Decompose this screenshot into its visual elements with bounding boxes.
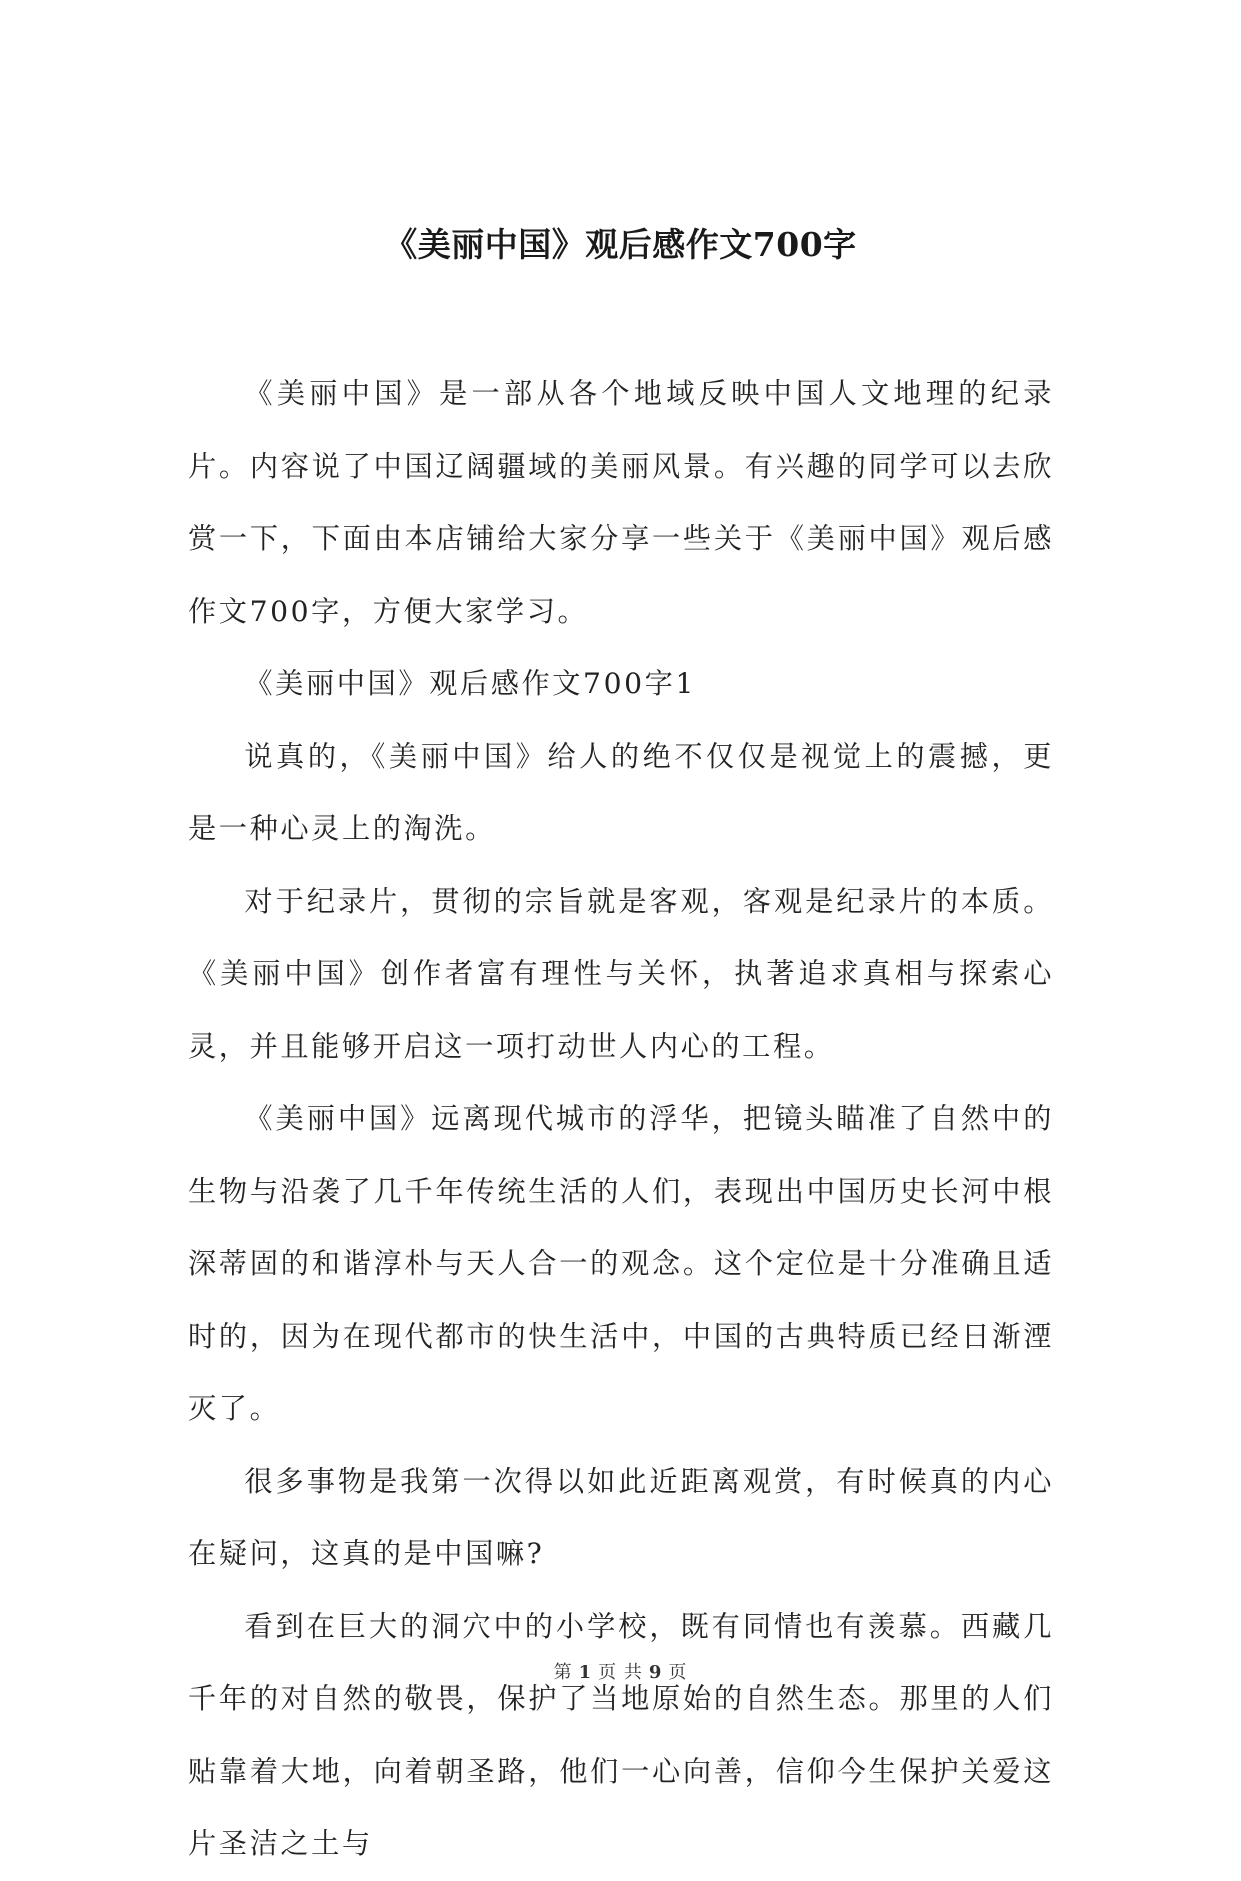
paragraph: 《美丽中国》远离现代城市的浮华，把镜头瞄准了自然中的生物与沿袭了几千年传统生活的人们，表现出中国历史长河中根深蒂固的和谐淳朴与天人合一的观念。这个定位是十分准确且适时的，因为在现代都市的快生活中，中国的古典特质已经日渐湮灭了。 (188, 1102, 1054, 1425)
page-prefix: 第 (553, 1662, 573, 1683)
paragraph-intro: 《美丽中国》是一部从各个地域反映中国人文地理的纪录片。内容说了中国辽阔疆域的美丽风景。有兴趣的同学可以去欣赏一下，下面由本店铺给大家分享一些关于《美丽中国》观后感作文700字，方便大家学习。 (188, 377, 1054, 628)
page-suffix: 页 (668, 1662, 688, 1683)
page-mid: 页 共 (598, 1662, 643, 1683)
paragraph: 看到在巨大的洞穴中的小学校，既有同情也有羡慕。西藏几千年的对自然的敬畏，保护了当地原始的自然生态。那里的人们贴靠着大地，向着朝圣路，他们一心向善，信仰今生保护关爱这片圣洁之土与 (188, 1609, 1054, 1860)
paragraph: 对于纪录片，贯彻的宗旨就是客观，客观是纪录片的本质。《美丽中国》创作者富有理性与关怀，执著追求真相与探索心灵，并且能够开启这一项打动世人内心的工程。 (188, 884, 1054, 1063)
page-total: 9 (648, 1662, 663, 1683)
paragraph-section-heading: 《美丽中国》观后感作文700字1 (244, 667, 696, 700)
document-title: 《美丽中国》观后感作文700字 (384, 225, 857, 264)
paragraph: 说真的，《美丽中国》给人的绝不仅仅是视觉上的震撼，更是一种心灵上的淘洗。 (188, 739, 1054, 845)
paragraph: 很多事物是我第一次得以如此近距离观赏，有时候真的内心在疑问，这真的是中国嘛? (188, 1464, 1054, 1570)
page-current: 1 (578, 1662, 593, 1683)
page-footer (0, 1660, 1241, 1686)
document-body (188, 358, 1054, 1881)
